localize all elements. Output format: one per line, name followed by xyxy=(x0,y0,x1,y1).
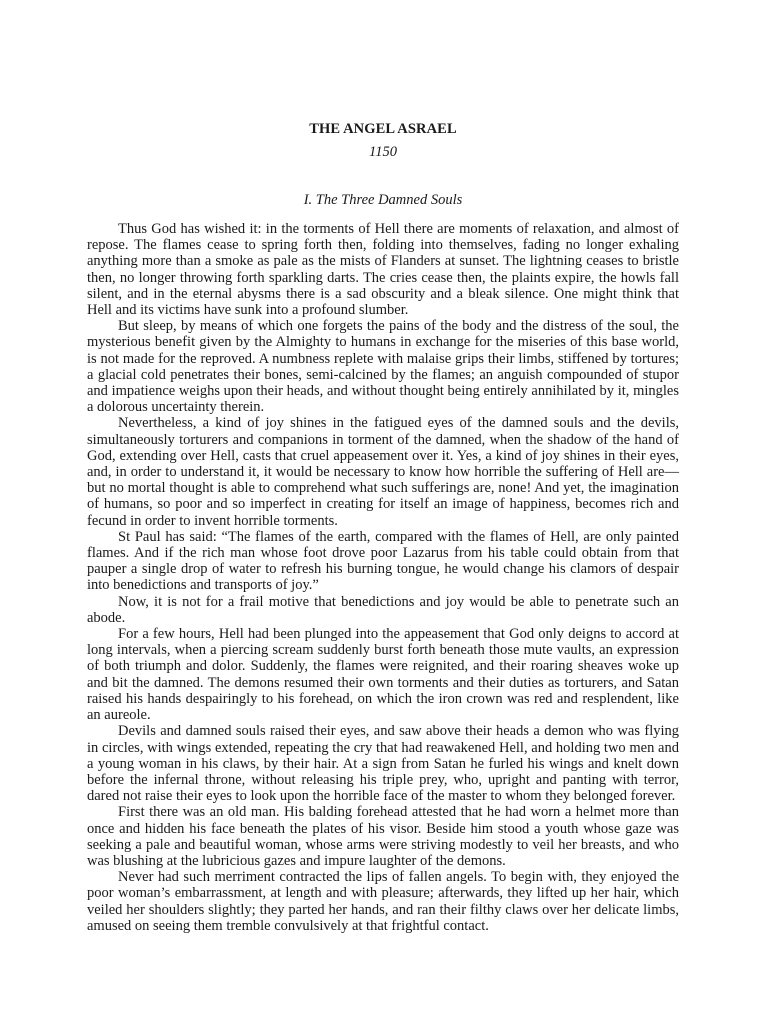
document-page xyxy=(87,120,679,934)
paragraph: Nevertheless, a kind of joy shines in the fatigued eyes of the damned souls and the devils, simultaneously torturers and companions in torment of the damned, when the shadow of the hand of God, extending over Hell, casts that cruel appeasement over it. Yes, a kind of joy shines in their eyes, and, in order to understand it, it would be necessary to know how horrible the suffering of Hell are—but no mortal thought is able to comprehend what such sufferings are, none! And yet, the imagination of humans, so poor and so imperfect in creating for itself an image of happiness, becomes rich and fecund in order to invent horrible torments. xyxy=(87,415,679,529)
story-title: THE ANGEL ASRAEL xyxy=(309,121,457,137)
body-text xyxy=(87,221,679,934)
paragraph: Thus God has wished it: in the torments of Hell there are moments of relaxation, and almost of repose. The flames cease to spring forth then, folding into themselves, fading no longer exhaling anything more than a smoke as pale as the mists of Flanders at sunset. The lightning ceases to bristle then, no longer throwing forth sparkling darts. The cries cease then, the plaints expire, the howls fall silent, and in the eternal abysms there is a sad obscurity and a bleak silence. One might think that Hell and its victims have sunk into a profound slumber. xyxy=(87,221,679,319)
story-year: 1150 xyxy=(369,144,397,160)
paragraph: For a few hours, Hell had been plunged into the appeasement that God only deigns to accord at long intervals, when a piercing scream suddenly burst forth beneath those mute vaults, an expression of both triumph and dolor. Suddenly, the flames were reignited, and their roaring sheaves woke up and bit the damned. The demons resumed their own torments and their duties as torturers, and Satan raised his hands despairingly to his forehead, on which the iron crown was red and resplendent, like an aureole. xyxy=(87,626,679,724)
paragraph: Never had such merriment contracted the lips of fallen angels. To begin with, they enjoyed the poor woman’s embarrassment, at length and with pleasure; afterwards, they lifted up her hair, which veiled her shoulders slightly; they parted her hands, and ran their filthy claws over her delicate limbs, amused on seeing them tremble convulsively at that frightful contact. xyxy=(87,869,679,934)
paragraph: Devils and damned souls raised their eyes, and saw above their heads a demon who was flying in circles, with wings extended, repeating the cry that had reawakened Hell, and holding two men and a young woman in his claws, by their hair. At a sign from Satan he furled his wings and knelt down before the infernal throne, without releasing his triple prey, who, upright and panting with terror, dared not raise their eyes to look upon the horrible face of the master to whom they belonged forever. xyxy=(87,723,679,805)
section-heading: I. The Three Damned Souls xyxy=(303,192,463,208)
paragraph: Now, it is not for a frail motive that benedictions and joy would be able to penetrate such an abode. xyxy=(87,593,679,626)
paragraph: St Paul has said: “The flames of the earth, compared with the flames of Hell, are only painted flames. And if the rich man whose foot drove poor Lazarus from his table could obtain from that pauper a single drop of water to refresh his burning tongue, he would change his clamors of despair into benedictions and transports of joy.” xyxy=(87,528,679,594)
paragraph: But sleep, by means of which one forgets the pains of the body and the distress of the soul, the mysterious benefit given by the Almighty to humans in exchange for the miseries of this base world, is not made for the reproved. A numbness replete with malaise grips their limbs, stiffened by tortures; a glacial cold penetrates their bones, semi-calcined by the flames; an anguish compounded of stupor and impatience weighs upon their heads, and without thought being entirely annihilated by it, mingles a dolorous uncertainty therein. xyxy=(87,318,679,416)
paragraph: First there was an old man. His balding forehead attested that he had worn a helmet more than once and hidden his face beneath the plates of his visor. Beside him stood a youth whose gaze was seeking a pale and beautiful woman, whose arms were striving modestly to veil her breasts, and who was blushing at the lubricious gazes and impure laughter of the demons. xyxy=(87,804,679,869)
